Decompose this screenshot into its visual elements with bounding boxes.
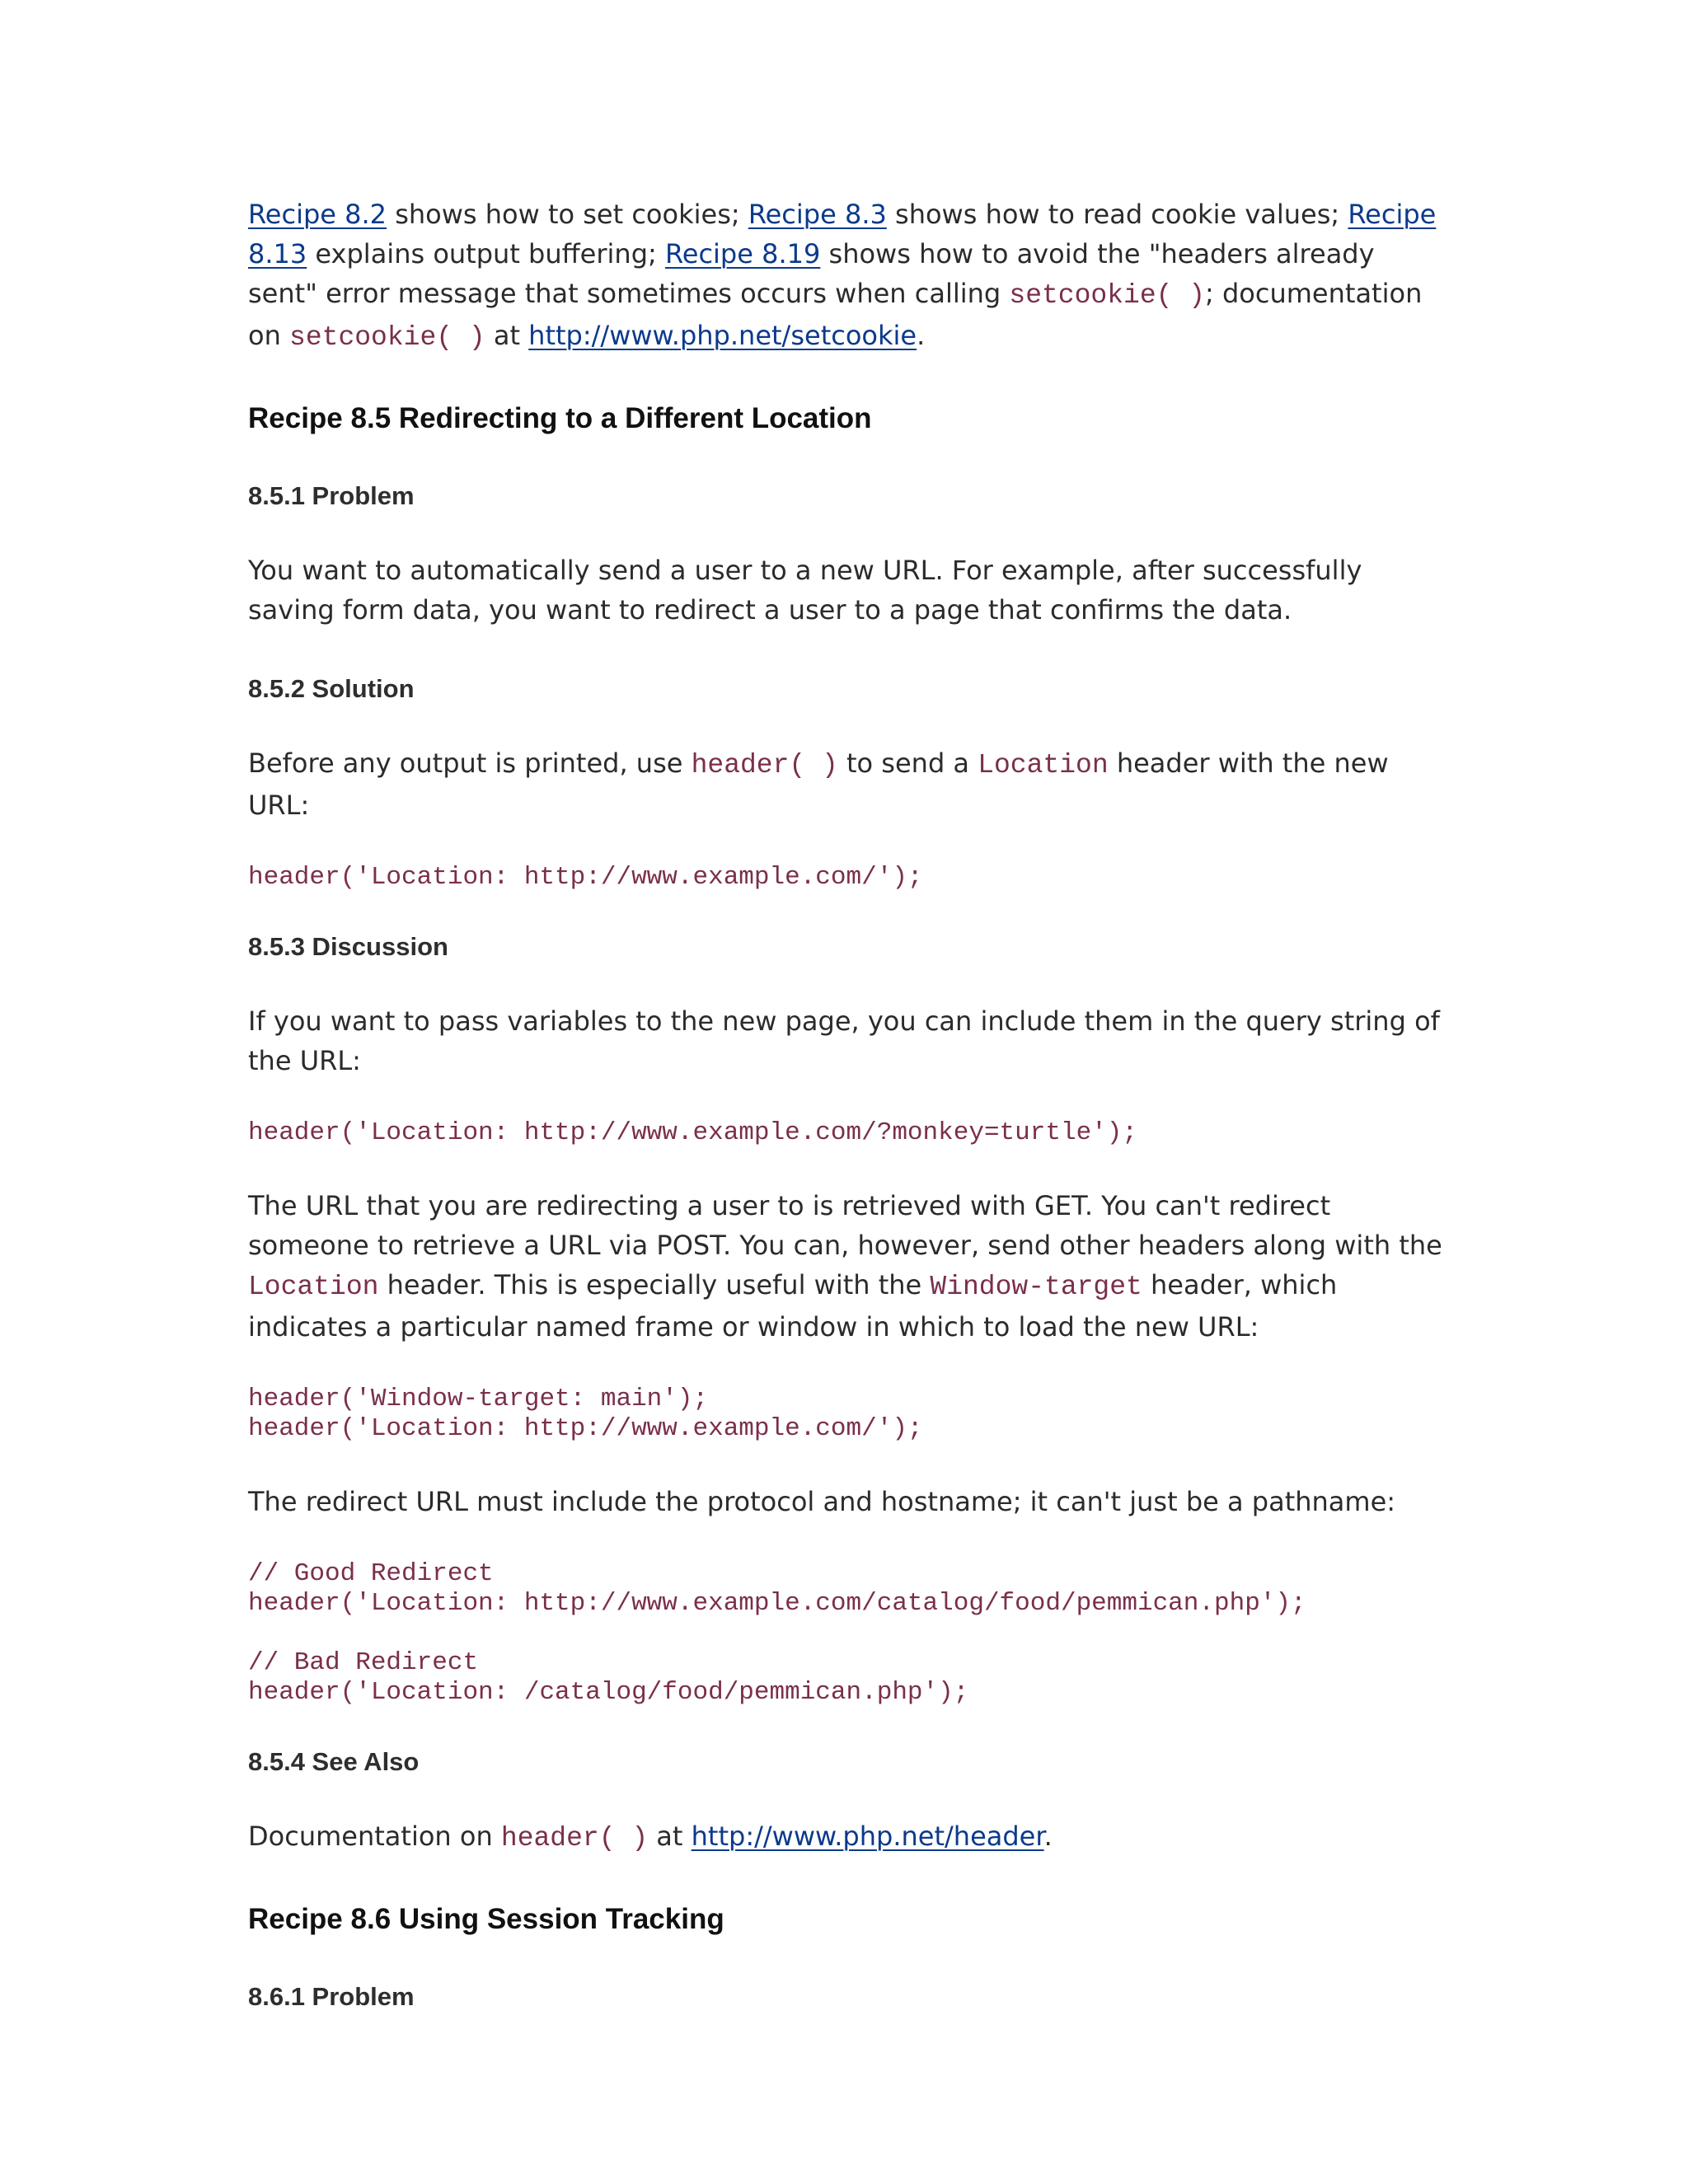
setcookie-code-2: setcookie( ) bbox=[289, 322, 485, 353]
discussion-code-block-1: header('Location: http://www.example.com/?monkey=turtle'); bbox=[248, 1118, 1137, 1147]
solution-text-2: to send a bbox=[837, 748, 978, 779]
discussion-code-block-3: // Good Redirect header('Location: http://www.example.com/catalog/food/pemmican.php'); // Bad Redirect header('Location: /catalog/food/pemmican.php'); bbox=[248, 1559, 1306, 1707]
intro-text-1: shows how to set cookies; bbox=[387, 199, 748, 230]
recipe-8-2-link[interactable]: Recipe 8.2 bbox=[248, 199, 387, 230]
document-page bbox=[248, 194, 1451, 2013]
intro-text-5: ; documentation on bbox=[248, 278, 1423, 351]
problem-heading: 8.5.1 Problem bbox=[248, 481, 415, 510]
discussion-text-3: header, which indicates a particular named frame or window in which to load the new URL: bbox=[248, 1269, 1338, 1343]
intro-text-6: at bbox=[485, 320, 529, 351]
setcookie-doc-link[interactable]: http://www.php.net/setcookie bbox=[528, 320, 917, 351]
discussion-paragraph-2 bbox=[248, 1186, 1451, 1347]
recipe-8-6-title: Recipe 8.6 Using Session Tracking bbox=[248, 1903, 724, 1935]
discussion-paragraph-3: The redirect URL must include the protocol and hostname; it can't just be a pathname: bbox=[248, 1486, 1396, 1517]
recipe-8-13-link[interactable]: Recipe 8.13 bbox=[248, 199, 1437, 269]
solution-text-1: Before any output is printed, use bbox=[248, 748, 692, 779]
header-function-code-2: header( ) bbox=[500, 1823, 649, 1854]
solution-heading: 8.5.2 Solution bbox=[248, 674, 415, 703]
see-also-text-2: at bbox=[648, 1821, 692, 1852]
discussion-text-1: The URL that you are redirecting a user to is retrieved with GET. You can't redirect someone to retrieve a URL via POST. You can, however, send other headers along with the bbox=[248, 1190, 1442, 1261]
see-also-text-1: Documentation on bbox=[248, 1821, 501, 1852]
location-code-2: Location bbox=[248, 1272, 379, 1302]
intro-text-4: shows how to avoid the "headers already sent" error message that sometimes occurs when calling bbox=[248, 238, 1375, 309]
see-also-text-3: . bbox=[1043, 1821, 1053, 1852]
solution-text-3: header with the new URL: bbox=[248, 748, 1389, 821]
location-code: Location bbox=[978, 750, 1109, 780]
discussion-paragraph-1: If you want to pass variables to the new page, you can include them in the query string of the URL: bbox=[248, 1005, 1440, 1076]
recipe-8-19-link[interactable]: Recipe 8.19 bbox=[664, 238, 821, 269]
recipe-8-6-problem-heading: 8.6.1 Problem bbox=[248, 1982, 415, 2011]
solution-code-block: header('Location: http://www.example.com/'); bbox=[248, 863, 923, 892]
window-target-code: Window-target bbox=[930, 1272, 1142, 1302]
problem-text: You want to automatically send a user to a new URL. For example, after successfully saving form data, you want to redirect a user to a page that confirms the data. bbox=[248, 555, 1362, 626]
discussion-text-2: header. This is especially useful with the bbox=[378, 1269, 931, 1301]
recipe-8-5-title: Recipe 8.5 Redirecting to a Different Location bbox=[248, 402, 872, 434]
intro-text-3: explains output buffering; bbox=[307, 238, 665, 269]
see-also-heading: 8.5.4 See Also bbox=[248, 1747, 420, 1776]
setcookie-code: setcookie( ) bbox=[1009, 280, 1206, 311]
header-function-code: header( ) bbox=[691, 750, 838, 780]
discussion-code-block-2: header('Window-target: main'); header('Location: http://www.example.com/'); bbox=[248, 1385, 923, 1443]
solution-text bbox=[248, 743, 1451, 825]
intro-text-2: shows how to read cookie values; bbox=[886, 199, 1348, 230]
discussion-heading: 8.5.3 Discussion bbox=[248, 932, 448, 961]
header-doc-link[interactable]: http://www.php.net/header bbox=[691, 1821, 1044, 1852]
recipe-8-3-link[interactable]: Recipe 8.3 bbox=[748, 199, 887, 230]
intro-text-7: . bbox=[917, 320, 926, 351]
see-also-text bbox=[248, 1816, 1451, 1858]
intro-paragraph bbox=[248, 194, 1451, 358]
